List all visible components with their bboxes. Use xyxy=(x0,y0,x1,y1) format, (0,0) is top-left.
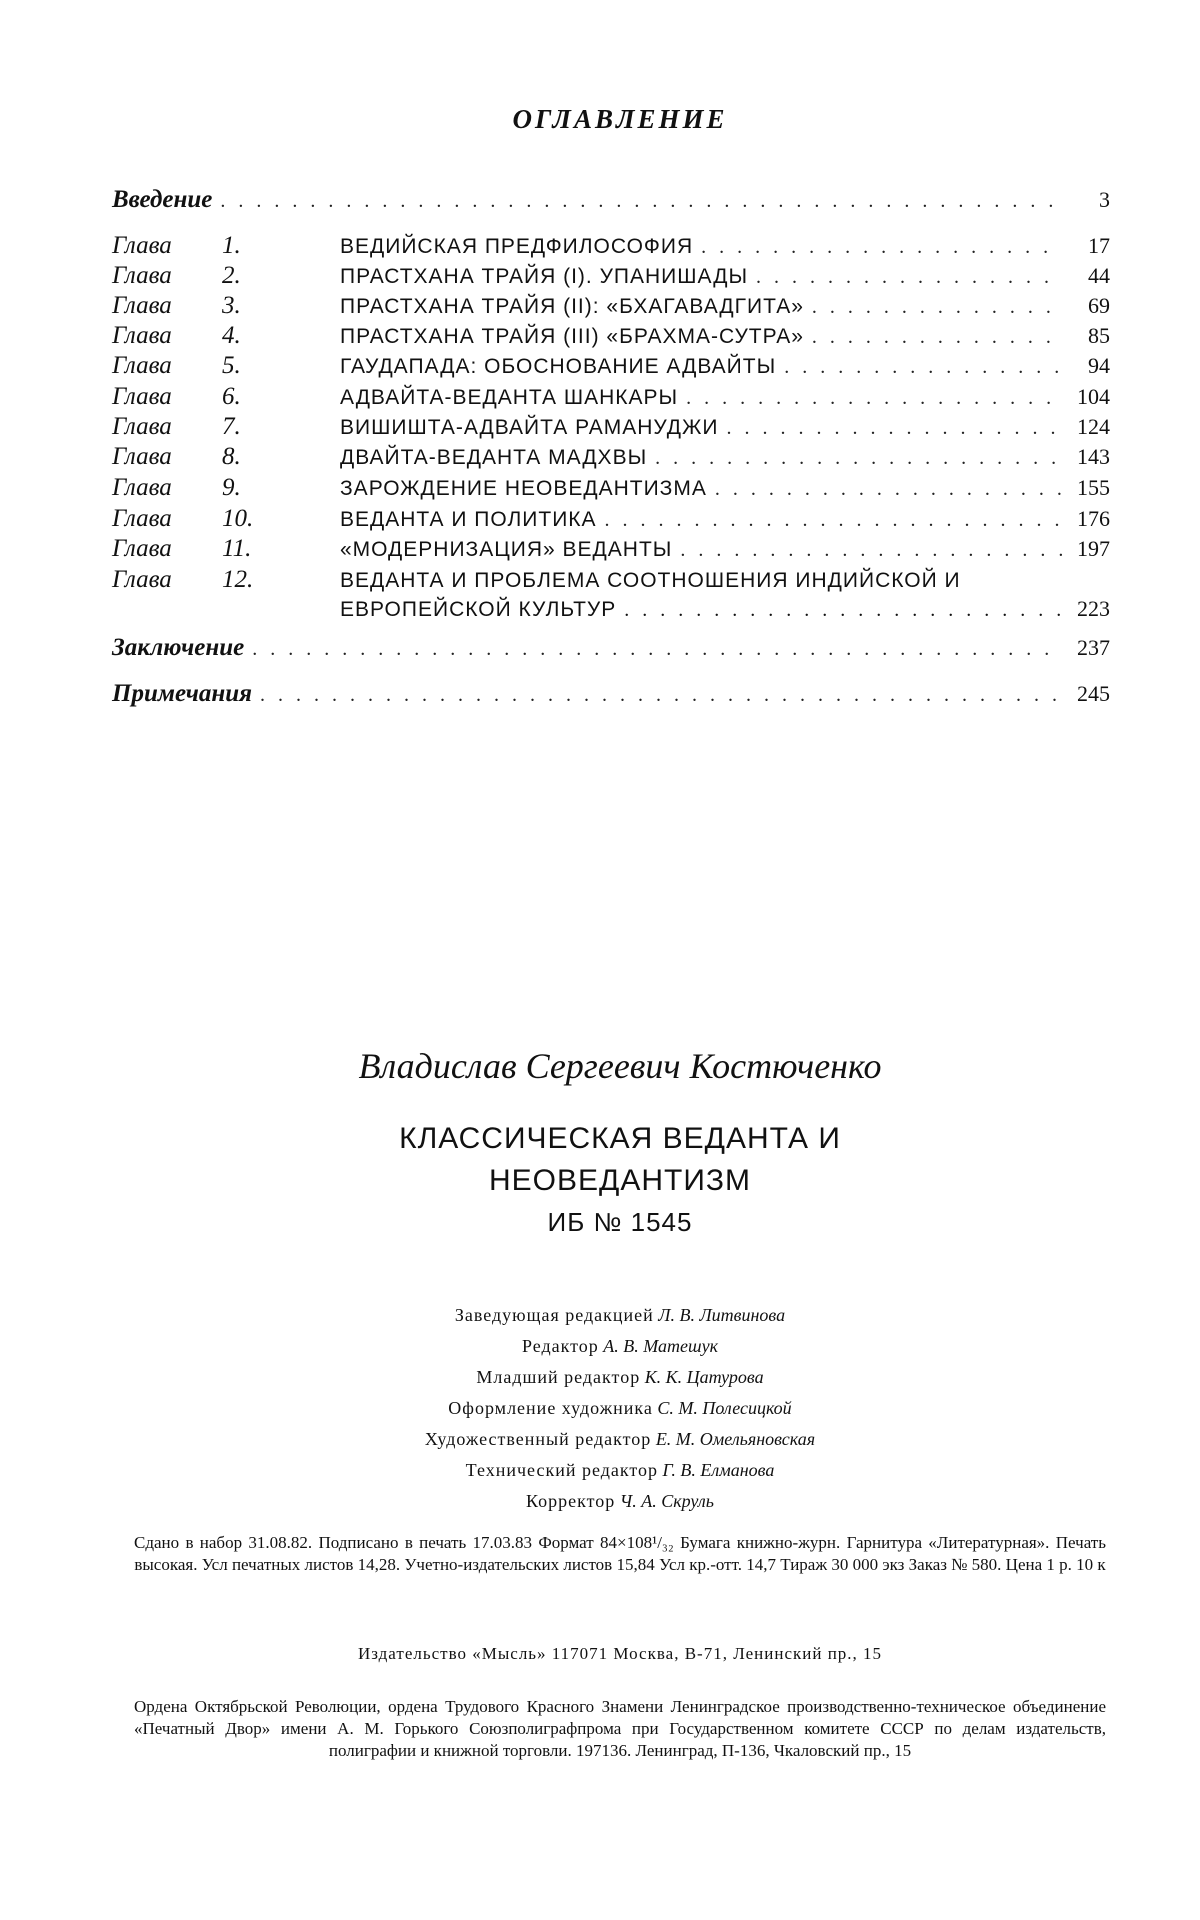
credit-person: Е. М. Омельяновская xyxy=(655,1429,816,1449)
toc-entry-chapter xyxy=(112,443,1110,473)
toc-page-number: 237 xyxy=(1077,635,1110,660)
chapter-number: 6. xyxy=(222,383,241,410)
toc-page-number: 176 xyxy=(1077,506,1110,531)
credit-role: Корректор xyxy=(526,1491,616,1511)
toc-page-number: 223 xyxy=(1077,596,1110,621)
chapter-number: 2. xyxy=(222,262,241,289)
toc-entry-chapter xyxy=(112,232,1110,262)
chapter-word: Глава xyxy=(112,566,172,593)
toc-entry-chapter xyxy=(112,352,1110,382)
toc-page-number: 155 xyxy=(1077,475,1110,500)
toc-leader-dots xyxy=(605,509,1062,532)
toc-leader-dots xyxy=(655,447,1062,470)
chapter-title-line-1: ВЕДАНТА И ПРОБЛЕМА СООТНОШЕНИЯ ИНДИЙСКОЙ И xyxy=(340,569,961,592)
toc-leader-dots xyxy=(812,326,1062,349)
credit-person: К. К. Цатурова xyxy=(644,1367,764,1387)
credit-role: Заведующая редакцией xyxy=(454,1305,654,1325)
toc-entry-chapter xyxy=(112,292,1110,322)
credit-line xyxy=(0,1331,1200,1362)
chapter-title: ЗАРОЖДЕНИЕ НЕОВЕДАНТИЗМА xyxy=(340,477,707,500)
chapter-title: ГАУДАПАДА: ОБОСНОВАНИЕ АДВАЙТЫ xyxy=(340,355,777,378)
chapter-word: Глава xyxy=(112,383,172,410)
book-title-line-1: КЛАССИЧЕСКАЯ ВЕДАНТА И xyxy=(399,1122,841,1155)
chapter-title: «МОДЕРНИЗАЦИЯ» ВЕДАНТЫ xyxy=(340,538,673,561)
toc-leader-dots xyxy=(252,638,1062,661)
credit-line xyxy=(0,1486,1200,1517)
chapter-number: 3. xyxy=(222,292,241,319)
chapter-word: Глава xyxy=(112,505,172,532)
chapter-title: ПРАСТХАНА ТРАЙЯ (III) «БРАХМА-СУТРА» xyxy=(340,325,804,348)
print-details: Сдано в набор 31.08.82. Подписано в печать 17.03.83 Формат 84×108¹/₃₂ Бумага книжно-журн. Гарнитура «Литературная». Печать высокая. Усл печатных листов 14,28. Учетно-издательских листов 15,84 Усл кр.-отт. 14,7 Тираж 30 000 экз Заказ № 580. Цена 1 р. 10 к xyxy=(134,1533,1106,1574)
credit-line xyxy=(0,1362,1200,1393)
chapter-word: Глава xyxy=(112,443,172,470)
toc-entry-label: Заключение xyxy=(112,634,245,661)
chapter-number: 5. xyxy=(222,352,241,379)
chapter-title: ДВАЙТА-ВЕДАНТА МАДХВЫ xyxy=(340,446,648,469)
chapter-number: 7. xyxy=(222,413,241,440)
toc-entry-chapter xyxy=(112,474,1110,504)
chapter-number: 12. xyxy=(222,566,254,593)
credit-role: Младший редактор xyxy=(476,1367,641,1387)
toc-entry-notes xyxy=(112,680,1110,710)
toc-entry-intro xyxy=(112,186,1110,216)
chapter-title: ПРАСТХАНА ТРАЙЯ (II): «БХАГАВАДГИТА» xyxy=(340,295,804,318)
chapter-word: Глава xyxy=(112,352,172,379)
toc-leader-dots xyxy=(715,478,1062,501)
toc-leader-dots xyxy=(680,539,1062,562)
toc-page-number: 104 xyxy=(1077,384,1110,409)
credit-person: Г. В. Елманова xyxy=(662,1460,775,1480)
toc-entry-label: Примечания xyxy=(112,680,253,707)
toc-page-number: 44 xyxy=(1088,263,1110,288)
book-title xyxy=(0,1118,1200,1202)
toc-leader-dots xyxy=(756,266,1062,289)
chapter-title: АДВАЙТА-ВЕДАНТА ШАНКАРЫ xyxy=(340,386,679,409)
toc-page-number: 124 xyxy=(1077,414,1110,439)
chapter-number: 10. xyxy=(222,505,254,532)
chapter-number: 8. xyxy=(222,443,241,470)
credit-person: Ч. А. Скруль xyxy=(619,1491,714,1511)
toc-leader-dots xyxy=(812,296,1062,319)
toc-leader-dots xyxy=(727,417,1062,440)
toc-page-number: 94 xyxy=(1088,353,1110,378)
chapter-title: ВЕДАНТА И ПОЛИТИКА xyxy=(340,508,597,531)
toc-entry-chapter-12 xyxy=(112,566,1110,596)
chapter-title-line-2: ЕВРОПЕЙСКОЙ КУЛЬТУР xyxy=(340,598,617,621)
toc-leader-dots xyxy=(260,684,1062,707)
chapter-number: 9. xyxy=(222,474,241,501)
credit-role: Оформление художника xyxy=(448,1398,653,1418)
credit-person: Л. В. Литвинова xyxy=(658,1305,786,1325)
toc-entry-chapter xyxy=(112,322,1110,352)
chapter-title: ВИШИШТА-АДВАЙТА РАМАНУДЖИ xyxy=(340,416,719,439)
toc-entry-chapter xyxy=(112,535,1110,565)
chapter-word: Глава xyxy=(112,262,172,289)
toc-leader-dots xyxy=(624,599,1069,622)
chapter-word: Глава xyxy=(112,292,172,319)
toc-leader-dots xyxy=(784,356,1062,379)
toc-page-number: 17 xyxy=(1088,233,1110,258)
author-name: Владислав Сергеевич Костюченко xyxy=(358,1046,882,1086)
credit-role: Редактор xyxy=(521,1336,599,1356)
toc-page-number: 69 xyxy=(1088,293,1110,318)
chapter-word: Глава xyxy=(112,535,172,562)
toc-page-number: 3 xyxy=(1099,187,1110,212)
toc-entry-chapter-12-continuation xyxy=(340,596,1110,626)
credit-line xyxy=(0,1393,1200,1424)
chapter-title: ПРАСТХАНА ТРАЙЯ (I). УПАНИШАДЫ xyxy=(340,265,749,288)
toc-leader-dots xyxy=(220,190,1062,213)
toc-entry-label: Введение xyxy=(112,186,213,213)
book-title-line-2: НЕОВЕДАНТИЗМ xyxy=(488,1164,752,1197)
toc-page-number: 245 xyxy=(1077,681,1110,706)
toc-leader-dots xyxy=(686,387,1062,410)
toc-entry-chapter xyxy=(112,383,1110,413)
toc-page-number: 143 xyxy=(1077,444,1110,469)
toc-heading: ОГЛАВЛЕНИЕ xyxy=(512,104,728,134)
credit-line xyxy=(0,1455,1200,1486)
credit-role: Художественный редактор xyxy=(424,1429,652,1449)
toc-leader-dots xyxy=(701,236,1062,259)
ib-number: ИБ № 1545 xyxy=(547,1207,693,1237)
toc-entry-chapter xyxy=(112,413,1110,443)
credit-role: Технический редактор xyxy=(465,1460,658,1480)
chapter-number: 4. xyxy=(222,322,241,349)
chapter-number: 1. xyxy=(222,232,241,259)
toc-entry-conclusion xyxy=(112,634,1110,664)
chapter-word: Глава xyxy=(112,232,172,259)
chapter-word: Глава xyxy=(112,474,172,501)
credits-list xyxy=(0,1300,1200,1517)
publisher-info: Издательство «Мысль» 117071 Москва, В-71, Ленинский пр., 15 xyxy=(357,1644,883,1663)
toc-page-number: 197 xyxy=(1077,536,1110,561)
toc-page-number: 85 xyxy=(1088,323,1110,348)
chapter-number: 11. xyxy=(222,535,252,562)
credit-line xyxy=(0,1300,1200,1331)
chapter-word: Глава xyxy=(112,322,172,349)
chapter-word: Глава xyxy=(112,413,172,440)
credit-person: А. В. Матешук xyxy=(603,1336,719,1356)
toc-entry-chapter xyxy=(112,262,1110,292)
printer-info: Ордена Октябрьской Революции, ордена Трудового Красного Знамени Ленинградское производственно-техническое объединение «Печатный Двор» имени А. М. Горького Союзполиграфпрома при Государственном комитете СССР по делам издательств, полиграфии и книжной торговли. 197136. Ленинград, П-136, Чкаловский пр., 15 xyxy=(134,1697,1106,1760)
credit-person: С. М. Полесицкой xyxy=(657,1398,792,1418)
toc-entry-chapter xyxy=(112,505,1110,535)
credit-line xyxy=(0,1424,1200,1455)
chapter-title: ВЕДИЙСКАЯ ПРЕДФИЛОСОФИЯ xyxy=(340,235,694,258)
